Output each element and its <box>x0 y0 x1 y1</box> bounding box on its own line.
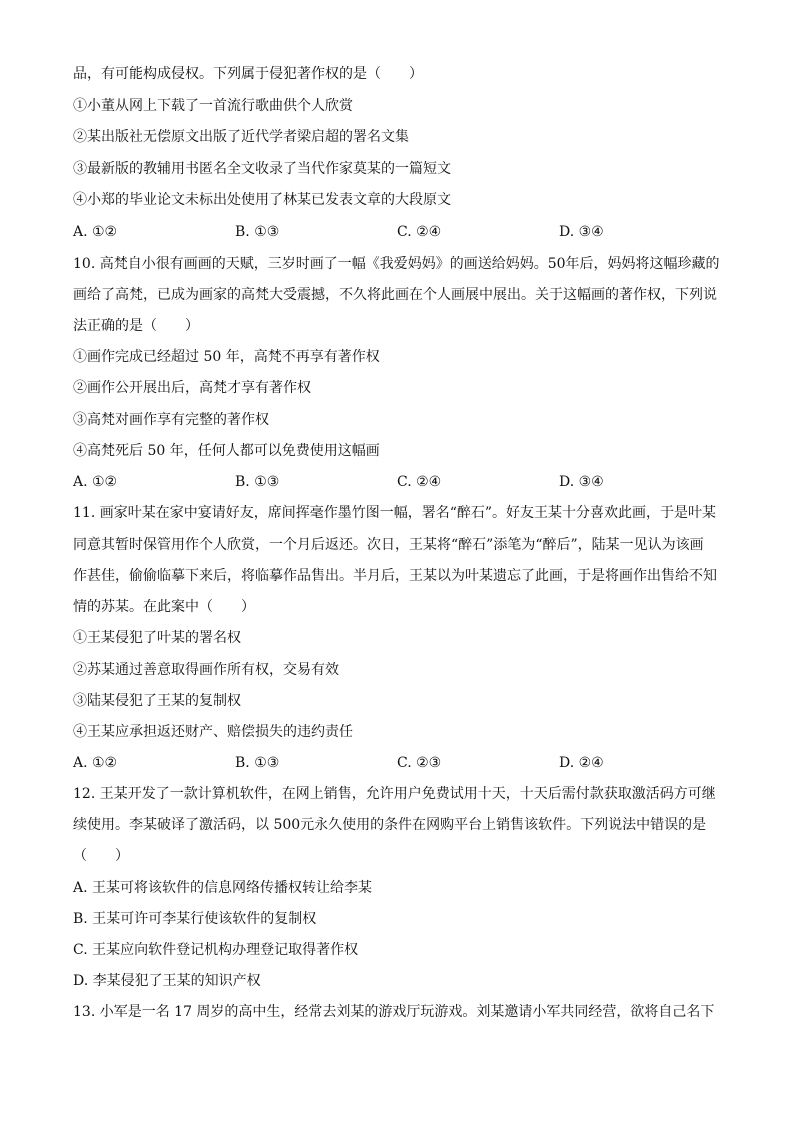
q11-stem-line-3: 作甚佳，偷偷临摹下来后，将临摹作品售出。半月后，王某以为叶某遗忘了此画，于是将画作出售给不知 <box>73 568 717 584</box>
q9-stem-tail: 品，有可能构成侵权。下列属于侵犯著作权的是（ ） <box>73 66 423 82</box>
q10-option-c: C. ②④ <box>397 474 442 490</box>
q9-option-d: D. ③④ <box>559 224 604 240</box>
q11-option-b: B. ①③ <box>235 755 280 771</box>
q11-item-1: ①王某侵犯了叶某的署名权 <box>73 630 241 646</box>
q11-option-a: A. ①② <box>73 755 118 771</box>
q11-option-c: C. ②③ <box>397 755 442 771</box>
q10-item-3: ③高梵对画作享有完整的著作权 <box>73 412 269 428</box>
q10-stem-line-1: 10. 高梵自小很有画画的天赋，三岁时画了一幅《我爱妈妈》的画送给妈妈。50年后，妈妈将这幅珍藏的 <box>73 256 720 272</box>
q9-item-3: ③最新版的教辅用书匿名全文收录了当代作家莫某的一篇短文 <box>73 161 451 177</box>
q12-stem-line-1: 12. 王某开发了一款计算机软件，在网上销售，允许用户免费试用十天，十天后需付款获取激活码方可继 <box>73 786 716 802</box>
q9-item-4: ④小郑的毕业论文未标出处使用了林某已发表文章的大段原文 <box>73 192 451 208</box>
q11-stem-line-4: 情的苏某。在此案中（ ） <box>73 599 255 615</box>
q9-option-c: C. ②④ <box>397 224 442 240</box>
q11-option-d: D. ②④ <box>559 755 604 771</box>
q11-item-3: ③陆某侵犯了王某的复制权 <box>73 693 241 709</box>
q10-item-2: ②画作公开展出后，高梵才享有著作权 <box>73 380 311 396</box>
q11-stem-line-2: 同意其暂时保管用作个人欣赏，一个月后返还。次日，王某将“醉石”添笔为“醉后”，陆某一见认为该画 <box>73 537 704 553</box>
q9-item-1: ①小董从网上下载了一首流行歌曲供个人欣赏 <box>73 98 353 114</box>
q12-choice-a: A. 王某可将该软件的信息网络传播权转让给李某 <box>73 880 373 896</box>
q9-option-b: B. ①③ <box>235 224 280 240</box>
q11-item-4: ④王某应承担返还财产、赔偿损失的违约责任 <box>73 724 353 740</box>
q11-stem-line-1: 11. 画家叶某在家中宴请好友，席间挥毫作墨竹图一幅，署名“醉石”。好友王某十分喜欢此画，于是叶某 <box>73 505 717 521</box>
q10-stem-line-3: 法正确的是（ ） <box>73 318 199 334</box>
q10-option-a: A. ①② <box>73 474 118 490</box>
q10-option-d: D. ③④ <box>559 474 604 490</box>
q9-option-a: A. ①② <box>73 224 118 240</box>
q10-item-4: ④高梵死后 50 年，任何人都可以免费使用这幅画 <box>73 443 380 459</box>
q12-stem-line-2: 续使用。李某破译了激活码，以 500元永久使用的条件在网购平台上销售该软件。下列说法中错误的是 <box>73 817 707 833</box>
q12-stem-line-3: （ ） <box>73 848 129 864</box>
q9-item-2: ②某出版社无偿原文出版了近代学者梁启超的署名文集 <box>73 129 409 145</box>
q11-item-2: ②苏某通过善意取得画作所有权，交易有效 <box>73 662 339 678</box>
q10-option-b: B. ①③ <box>235 474 280 490</box>
q12-choice-d: D. 李某侵犯了王某的知识产权 <box>73 973 261 989</box>
q13-stem-line-1: 13. 小军是一名 17 周岁的高中生，经常去刘某的游戏厅玩游戏。刘某邀请小军共同经营，欲将自己名下 <box>73 1004 715 1020</box>
q10-item-1: ①画作完成已经超过 50 年，高梵不再享有著作权 <box>73 349 380 365</box>
q10-stem-line-2: 画给了高梵，已成为画家的高梵大受震撼，不久将此画在个人画展中展出。关于这幅画的著作权，下列说 <box>73 287 717 303</box>
q12-choice-c: C. 王某应向软件登记机构办理登记取得著作权 <box>73 942 359 958</box>
q12-choice-b: B. 王某可许可李某行使该软件的复制权 <box>73 911 317 927</box>
